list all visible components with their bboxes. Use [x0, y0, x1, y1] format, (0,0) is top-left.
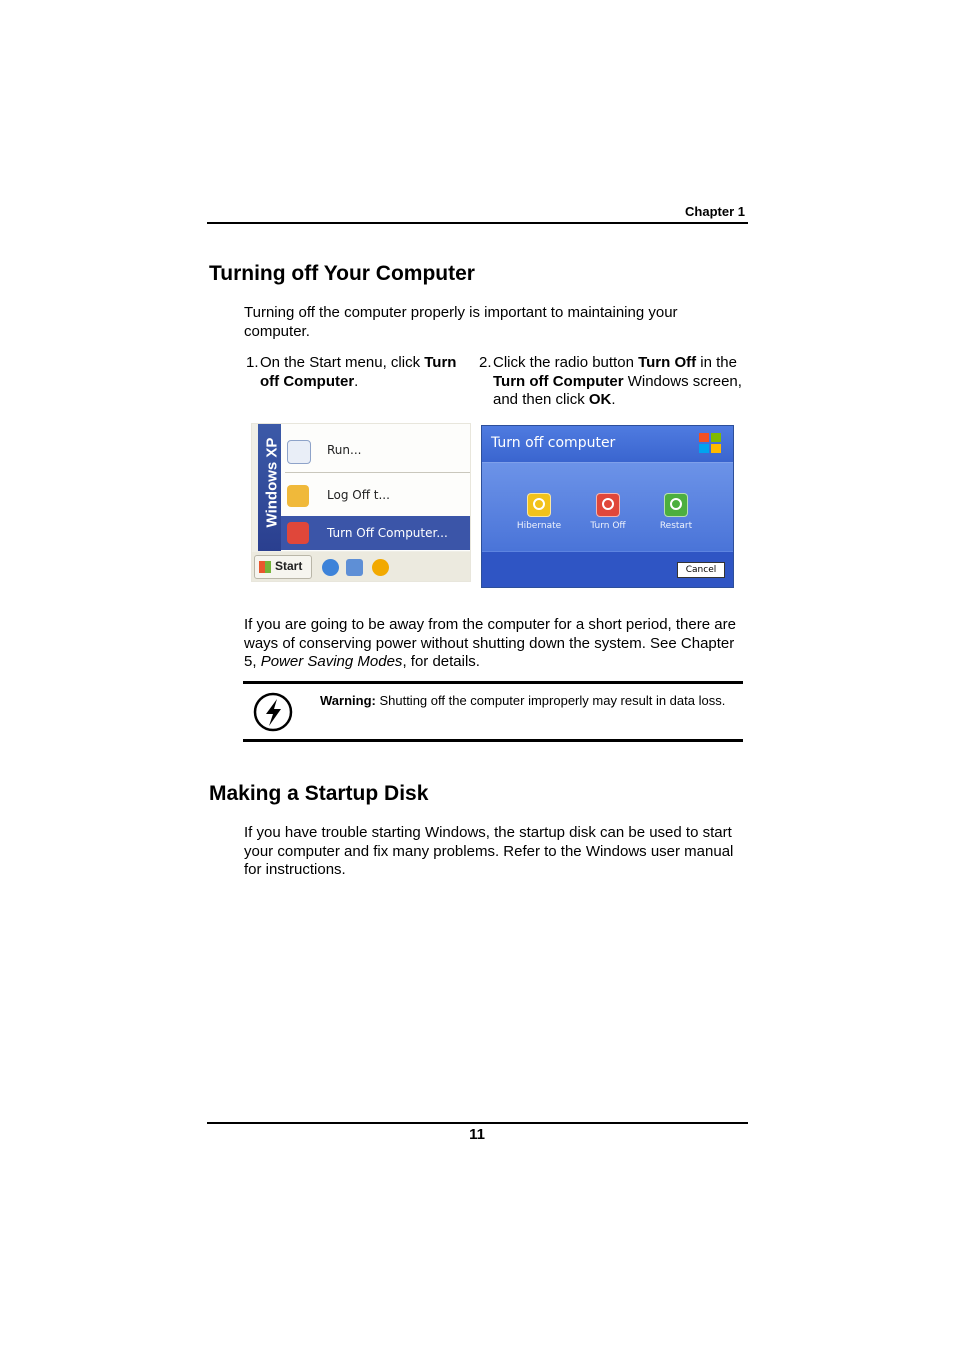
menu-item-log-off[interactable]: Log Off t... [281, 481, 471, 511]
warning-bolt-icon [253, 692, 293, 732]
outlook-icon[interactable] [346, 559, 363, 576]
warning-bottom-rule [243, 739, 743, 742]
logoff-key-icon [287, 485, 309, 507]
hibernate-option[interactable]: Hibernate [509, 493, 569, 531]
section-title-turning-off: Turning off Your Computer [209, 262, 475, 285]
start-menu-screenshot [251, 423, 471, 582]
ie-icon[interactable] [322, 559, 339, 576]
step-2-number: 2. [479, 354, 492, 371]
taskbar [252, 552, 471, 582]
restart-option[interactable]: Restart [646, 493, 706, 531]
step-1-number: 1. [246, 354, 259, 371]
cancel-button[interactable]: Cancel [677, 562, 725, 578]
warning-top-rule [243, 681, 743, 684]
dialog-title: Turn off computer [491, 435, 616, 451]
warning-text: Warning: Shutting off the computer improperly may result in data loss. [320, 693, 726, 708]
header-rule [207, 222, 748, 224]
power-saving-paragraph: If you are going to be away from the computer for a short period, there are ways of conserving power without shutting down the system. See Chapter 5, Power Saving Modes, for details. [244, 616, 736, 670]
step-1-text: On the Start menu, click Turn off Computer. [260, 354, 457, 390]
windows-flag-icon [259, 561, 271, 573]
power-icon [287, 522, 309, 544]
windows-xp-band: Windows XP [258, 424, 281, 551]
menu-item-turn-off-computer[interactable]: Turn Off Computer... [281, 516, 471, 550]
media-player-icon[interactable] [372, 559, 389, 576]
run-icon [287, 440, 311, 464]
start-button[interactable]: Start [254, 555, 312, 579]
startup-disk-paragraph: If you have trouble starting Windows, the startup disk can be used to start your computer and fix many problems. Refer to the Windows user manual for instructions. [244, 824, 734, 878]
menu-item-run[interactable]: Run... [281, 436, 471, 466]
page-number: 11 [469, 1126, 485, 1143]
step-2-text: Click the radio button Turn Off in the Turn off Computer Windows screen, and then click OK. [493, 354, 742, 408]
windows-logo-icon [699, 433, 723, 455]
turn-off-dialog-screenshot [481, 425, 734, 588]
hibernate-icon [527, 493, 551, 517]
footer-rule [207, 1122, 748, 1124]
restart-icon [664, 493, 688, 517]
section-title-startup-disk: Making a Startup Disk [209, 782, 429, 805]
turn-off-option[interactable]: Turn Off [578, 493, 638, 531]
turn-off-icon [596, 493, 620, 517]
intro-paragraph: Turning off the computer properly is important to maintaining your computer. [244, 304, 678, 340]
chapter-label: Chapter 1 [685, 204, 745, 219]
